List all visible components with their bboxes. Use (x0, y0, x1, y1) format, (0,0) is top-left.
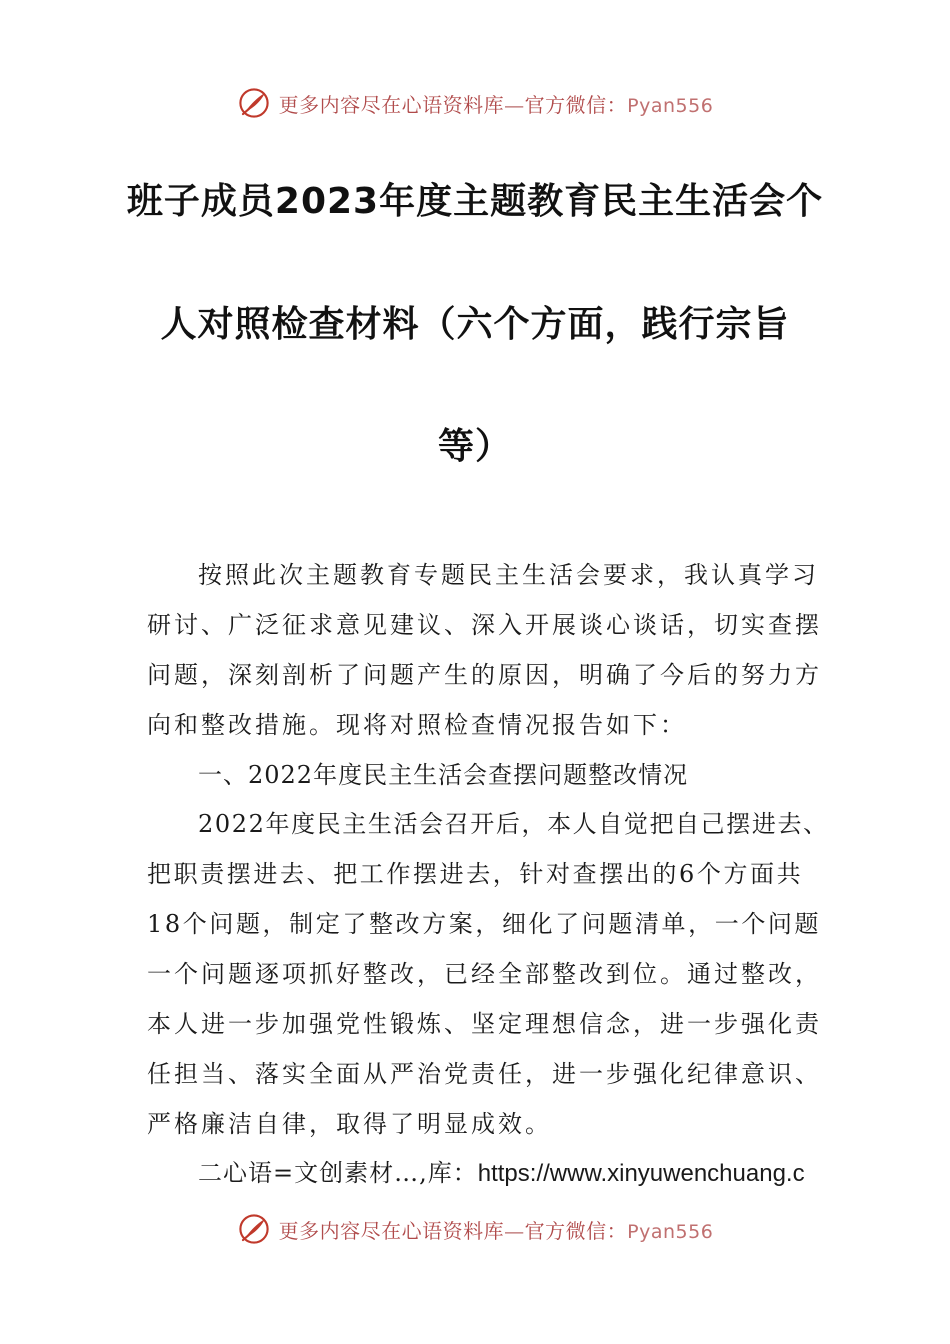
banner-suffix: 官方微信： (524, 1218, 628, 1243)
paragraph-1-line: 研讨、广泛征求意见建议、深入开展谈心谈话，切实查摆 (147, 611, 822, 639)
banner-suffix: 官方微信： (524, 92, 628, 117)
paragraph-2-line: 本人进一步加强党性锻炼、坚定理想信念，进一步强化责 (147, 1010, 822, 1038)
paragraph-1-line: 问题，深刻剖析了问题产生的原因，明确了今后的努力方 (147, 661, 822, 689)
library-line-prefix: 二心语=文创素材…,库： (198, 1159, 478, 1187)
banner-text (279, 89, 714, 118)
banner-wechat-id: Pyan556 (627, 1220, 714, 1243)
paragraph-2-line: 18个问题，制定了整改方案，细化了问题清单，一个问题 (147, 910, 822, 938)
banner-main-text: 更多内容尽在心语资料库 (278, 1218, 505, 1243)
paragraph-2-line: 严格廉洁自律，取得了明显成效。 (147, 1110, 552, 1138)
paragraph-2-line: 一个问题逐项抓好整改，已经全部整改到位。通过整改， (147, 960, 822, 988)
section-heading-1: 一、2022年度民主生活会查摆问题整改情况 (198, 761, 689, 789)
paragraph-2-line: 2022年度民主生活会召开后，本人自觉把自己摆进去、 (198, 810, 829, 838)
header-watermark-banner (0, 83, 950, 123)
document-title-line-2: 人对照检查材料（六个方面，践行宗旨 (160, 304, 790, 345)
banner-main-text: 更多内容尽在心语资料库 (278, 92, 505, 117)
library-url: https://www.xinyuwenchuang.c (477, 1160, 805, 1187)
quill-logo-icon (237, 1212, 271, 1246)
banner-text (279, 1215, 714, 1244)
banner-wechat-id: Pyan556 (627, 94, 714, 117)
paragraph-2-line: 把职责摆进去、把工作摆进去，针对查摆出的6个方面共 (147, 860, 804, 888)
banner-dash: — (504, 1218, 525, 1243)
banner-dash: — (504, 92, 525, 117)
paragraph-2-line: 任担当、落实全面从严治党责任，进一步强化纪律意识、 (147, 1060, 822, 1088)
paragraph-1-line: 按照此次主题教育专题民主生活会要求，我认真学习 (198, 561, 819, 589)
footer-watermark-banner (0, 1209, 950, 1249)
document-title-line-1: 班子成员2023年度主题教育民主生活会个 (126, 181, 824, 222)
quill-logo-icon (237, 86, 271, 120)
paragraph-1-line: 向和整改措施。现将对照检查情况报告如下： (147, 711, 687, 739)
watermark-library-line (198, 1153, 805, 1188)
document-title-line-3: 等） (437, 426, 512, 467)
